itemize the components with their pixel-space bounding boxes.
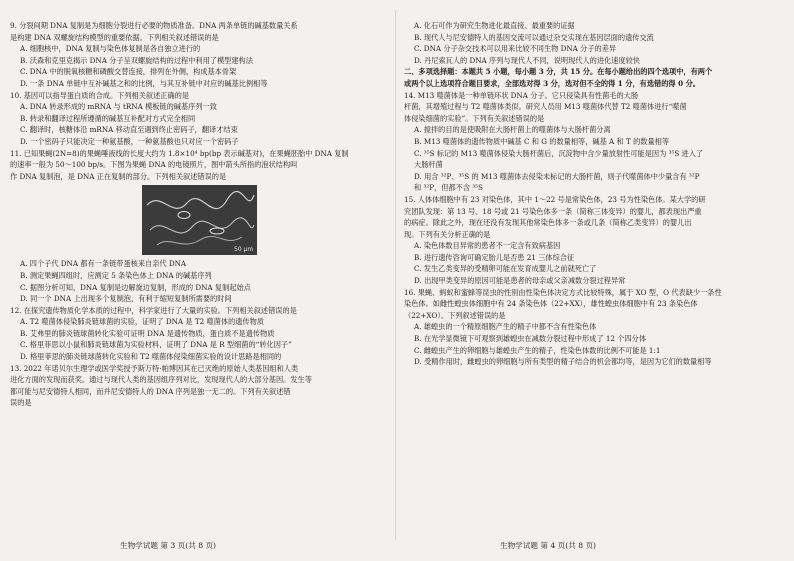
micrograph-image [142, 185, 257, 255]
q10-option-c: C. 翻译时，核糖体沿 mRNA 移动直至遇到终止密码子，翻译才结束 [20, 125, 238, 135]
q9-stem-cont: 是构建 DNA 双螺旋结构模型的重要依据。下列相关叙述错误的是 [10, 32, 219, 42]
q14-option-d-cont: 和 ³²P，但都不含 ³⁵S [414, 183, 483, 193]
q14-option-a: A. 搅拌的目的是使吸附在大肠杆菌上的噬菌体与大肠杆菌分离 [414, 125, 611, 135]
q15-stem-cont-3: 现。下列有关分析正确的是 [404, 229, 491, 239]
q16-option-d: D. 受精作用时，雌蝗虫的卵细胞与所有类型的精子结合的机会都均等，是因为它们的数量相等 [414, 357, 712, 367]
q16-stem: 16. 果蝇、蚂蚁和蜜蜂等昆虫的性别由性染色体决定方式比较特殊，属于 XO 型，O 代表缺少一条性 [404, 287, 722, 297]
q13-stem-cont-2: 都可能与尼安德特人相同，而并尼安德特人的 DNA 序列是独一无二的。下列有关叙述错 [10, 386, 291, 396]
q11-stem-cont-1: 的速率一般为 50～100 bp/s。下图为果蝇 DNA 的电镜照片，图中箭头所指的泡状结构叫 [10, 160, 298, 170]
q12-option-a: A. T2 噬菌体侵染肺炎链球菌的实验，证明了 DNA 是 T2 噬菌体的遗传物质 [20, 317, 265, 327]
q14-option-d: D. 用含 ³²P、³⁵S 的 M13 噬菌体去侵染未标记的大肠杆菌，则子代噬菌体中少量含有 ³²P [414, 171, 700, 181]
q15-option-a: A. 染色体数目异常的患者不一定含有致病基因 [414, 241, 561, 251]
q16-option-a: A. 雄蝗虫的一个精原细胞产生的精子中都不含有性染色体 [414, 322, 597, 332]
q16-option-b: B. 在光学显微镜下可观察到雄蝗虫在减数分裂过程中形成了 12 个四分体 [414, 334, 647, 344]
q12-option-c: C. 格里菲思以小鼠和肺炎链球菌为实验材料，证明了 DNA 是 R 型细菌的“转化因子” [20, 340, 292, 350]
left-page-column [10, 20, 388, 532]
q11-option-b: B. 测定果蝇四组时，应测定 5 条染色体上 DNA 的碱基序列 [20, 270, 212, 280]
q15-stem-cont-2: 的病症。除此之外，现在还没有发现其他常染色体多一条或几条（简称乙类变异）的婴儿出 [404, 218, 692, 228]
right-page-column [404, 20, 786, 532]
q10-option-a: A. DNA 转录形成的 mRNA 与 tRNA 模板链的碱基序列一致 [20, 102, 217, 112]
q10-option-d: D. 一个密码子只能决定一种氨基酸，一种氨基酸也只对应一个密码子 [20, 136, 239, 146]
q13-stem: 13. 2022 年诺贝尔生理学或医学奖授予斯万特·帕博因其在已灭绝的原始人类基因组和人类 [10, 363, 299, 373]
dna-electron-micrograph [142, 185, 257, 255]
section-multiple-choice-heading: 二、多项选择题：本题共 5 小题，每小题 3 分，共 15 分。在每小题给出的四个选项中，有两个 [404, 67, 713, 77]
q13-stem-cont-3: 误的是 [10, 398, 32, 408]
q11-option-a: A. 四个子代 DNA 都有一条链带蛋核来自亲代 DNA [20, 259, 187, 269]
q13-option-a: A. 化石可作为研究生物进化最直接、最重要的证据 [414, 21, 575, 30]
q11-option-d: D. 同一个 DNA 上出现多个复制泡，有利于缩短复制所需要的时间 [20, 294, 232, 304]
q10-option-b: B. 转录和翻译过程所遵循的碱基互补配对方式完全相同 [20, 113, 196, 123]
q9-option-c: C. DNA 中的脱氧核糖和磷酸交替连接，排列在外侧，构成基本骨架 [20, 67, 237, 77]
page-footer-left: 生物学试题 第 3 页(共 8 页) [120, 541, 216, 550]
page-gutter [395, 10, 396, 540]
q16-stem-cont-2: （22+XO）。下列叙述错误的是 [404, 310, 506, 320]
q14-stem-cont-2: 体侵染细菌的实验”。下列有关叙述错误的是 [404, 113, 545, 123]
q14-option-c: C. ³⁵S 标记的 M13 噬菌体侵染大肠杆菌后，沉淀物中含少量放射性可能是因为 ³⁵S 进入了 [414, 148, 704, 158]
q9-option-b: B. 沃森和克里克揭示 DNA 分子呈双螺旋结构的过程中利用了模型建构法 [20, 55, 253, 65]
q15-stem: 15. 人体体细胞中有 23 对染色体，其中 1～22 号是常染色体，23 号为性染色体。某大学的研 [404, 194, 706, 204]
q9-option-d: D. 一条 DNA 单链中互补碱基之和的比例，与其互补链中对应的碱基比例相等 [20, 78, 268, 88]
q14-option-b: B. M13 噬菌体的遗传物质中碱基 C 和 G 的数量相等，碱基 A 和 T 的数量相等 [414, 136, 670, 146]
q12-option-b: B. 艾弗里的肺炎链球菌转化实验可证明 DNA 是遗传物质，蛋白质不是遗传物质 [20, 328, 275, 338]
q16-option-c: C. 雌蝗虫产生的卵细胞与雄蝗虫产生的精子，性染色体数的比例不可能是 1:1 [414, 345, 661, 355]
q11-stem-cont-2: 作 DNA 复制泡，是 DNA 正在复制的部分。下列相关叙述错误的是 [10, 171, 227, 181]
q11-stem: 11. 已知果蝇(2N=8)的果蝇唾液线的长度大约为 1.8×10⁴ bp(bp 表示碱基对)，在果蝇胚胎中 DNA 复制 [10, 148, 349, 158]
q15-option-c: C. 发生乙类变异的受精卵可能在发育成婴儿之前就死亡了 [414, 264, 597, 274]
page-footer-right: 生物学试题 第 4 页(共 8 页) [500, 541, 596, 550]
q13-stem-cont-1: 进化方面的发现而获奖。通过与现代人类的基因组序列对比，发现现代人的大部分基因。发生等 [10, 375, 312, 385]
q15-option-d: D. 出现甲类变异的原因可能是患者的母亲或父亲减数分裂过程异常 [414, 276, 626, 286]
section-multiple-choice-heading-cont: 或两个以上选项符合题目要求，全部选对得 3 分，选对但不全的得 1 分，有选错的得 0 分。 [404, 78, 700, 88]
q14-stem-cont-1: 杆菌，其增殖过程与 T2 噬菌体类似。研究人员用 M13 噬菌体代替 T2 噬菌体进行“噬菌 [404, 102, 687, 112]
q13-option-d: D. 丹尼索瓦人的 DNA 序列与现代人不同，说明现代人的进化速度较快 [414, 55, 640, 65]
q13-option-c: C. DNA 分子杂交技术可以用来比较不同生物 DNA 分子的差异 [414, 44, 617, 54]
q13-option-b: B. 现代人与尼安德特人的基因交流可以通过杂交实现在基因层面的遗传交流 [414, 32, 654, 42]
q10-stem: 10. 基因可以指导蛋白质的合成。下列相关叙述正确的是 [10, 90, 190, 100]
q14-option-c-cont: 大肠杆菌 [414, 160, 443, 170]
q9-stem: 9. 分裂间期 DNA 复制是为细胞分裂进行必要的物质准备。DNA 两条单链的碱基数量关系 [10, 21, 298, 30]
q15-option-b: B. 进行遗传咨询可确定胎儿是否患 21 三体综合征 [414, 252, 575, 262]
micrograph-scale-label: 50 μm [233, 246, 253, 254]
q9-option-a: A. 细胞核中，DNA 复制与染色体复制是各自独立进行的 [20, 44, 201, 54]
q14-stem: 14. M13 噬菌体是一种单链环状 DNA 分子。它只侵染具有性菌毛的大肠 [404, 90, 639, 100]
q15-stem-cont-1: 究团队发现：第 13 号、18 号或 21 号染色体多一条（简称三体变异）的婴儿，都表现出严重 [404, 206, 702, 216]
q16-stem-cont-1: 染色体。如雌性蝗虫体细胞中有 24 条染色体（22+XX），雄性蝗虫体细胞中有 23 条染色体 [404, 299, 698, 309]
q12-option-d: D. 格里菲思的肺炎链球菌转化实验和 T2 噬菌体侵染细菌实验的设计思路是相同的 [20, 352, 282, 362]
q12-stem: 12. 在探究遗传物质化学本质的过程中，科学家进行了大量的实验。下列相关叙述错误的是 [10, 305, 297, 315]
q11-option-c: C. 据图分析可知，DNA 复制是边解旋边复制，形成的 DNA 复制起始点 [20, 282, 251, 292]
